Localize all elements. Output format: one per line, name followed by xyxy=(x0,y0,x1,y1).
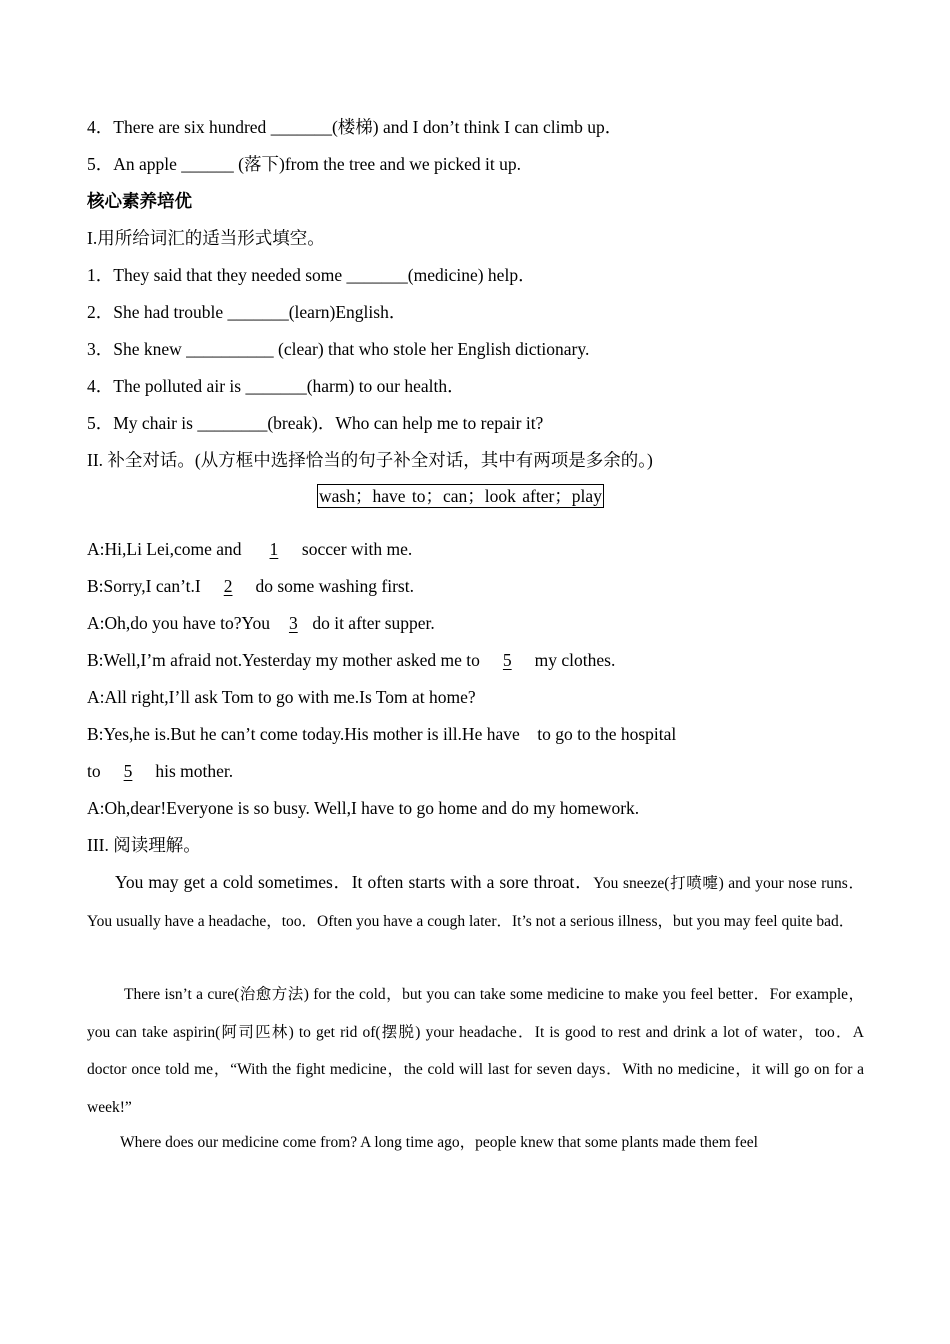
answer-blank[interactable]: _______ xyxy=(227,302,289,322)
section-heading: 核心素养培优 xyxy=(87,191,192,211)
part1-item-4: 4．The polluted air is _______(harm) to our health． xyxy=(87,376,465,396)
answer-blank[interactable]: _______ xyxy=(346,265,408,285)
part1-item-5: 5．My chair is ________(break)．Who can help me to repair it? xyxy=(87,413,544,433)
dialogue-blank[interactable]: 1 xyxy=(269,539,279,559)
dialogue-blank[interactable]: 3 xyxy=(288,613,298,633)
dialogue-line: A:Oh,dear!Everyone is so busy. Well,I have to go home and do my homework. xyxy=(87,798,640,818)
part1-item-3: 3．She knew __________ (clear) that who stole her English dictionary. xyxy=(87,339,590,359)
part1-title: I.用所给词汇的适当形式填空。 xyxy=(87,228,325,248)
part1-item-2: 2．She had trouble _______(learn)English． xyxy=(87,302,407,322)
word-box: wash；have to；can；look after；play xyxy=(319,486,602,506)
part3-title: III. 阅读理解。 xyxy=(87,835,201,855)
dialogue-line: B:Yes,he is.But he can’t come today.His mother is ill.He have to go to the hospital xyxy=(87,724,677,744)
dialogue-line: A:Hi,Li Lei,come and 1 soccer with me. xyxy=(87,539,413,559)
dialogue-line: B:Sorry,I can’t.I 2 do some washing first. xyxy=(87,576,414,596)
dialogue-line: to 5 his mother. xyxy=(87,761,234,781)
part2-title: II. 补全对话。(从方框中选择恰当的句子补全对话，其中有两项是多余的。) xyxy=(87,450,653,470)
part1-item-1: 1．They said that they needed some _______(medicine) help． xyxy=(87,265,536,285)
reading-paragraph-3: Where does our medicine come from? A long time ago，people knew that some plants made them feel xyxy=(120,1134,758,1151)
reading-paragraph-1: You may get a cold sometimes．It often starts with a sore throat．You sneeze(打喷嚏) and your nose runs．You usually have a headache，too．Often you have a cough later．It’s not a serious illness，but you may feel quite bad． xyxy=(87,872,864,930)
answer-blank[interactable]: __________ xyxy=(186,339,274,359)
dialogue-blank[interactable]: 5 xyxy=(123,761,133,781)
answer-blank[interactable]: _______ xyxy=(245,376,307,396)
answer-blank[interactable]: _______ xyxy=(270,117,332,137)
dialogue-line: A:All right,I’ll ask Tom to go with me.Is Tom at home? xyxy=(87,687,476,707)
reading-paragraph-2: There isn’t a cure(治愈方法) for the cold，but you can take some medicine to make you feel better．For example，you can take aspirin(阿司匹林) to get rid of(摆脱) your headache．It is good to rest and drink a lot of water，too．A doctor once told me，“With the fight medicine，the cold will last for seven days．With no medicine，it will go on for a week!” xyxy=(87,986,864,1116)
prev-item-5: 5．An apple ______ (落下)from the tree and we picked it up. xyxy=(87,154,521,174)
answer-blank[interactable]: ________ xyxy=(197,413,268,433)
dialogue-blank[interactable]: 2 xyxy=(223,576,233,596)
dialogue-blank[interactable]: 5 xyxy=(502,650,512,670)
dialogue-line: B:Well,I’m afraid not.Yesterday my mother asked me to 5 my clothes. xyxy=(87,650,616,670)
answer-blank[interactable]: ______ xyxy=(181,154,234,174)
prev-item-4: 4．There are six hundred _______(楼梯) and I don’t think I can climb up． xyxy=(87,117,623,137)
dialogue-line: A:Oh,do you have to?You 3 do it after supper. xyxy=(87,613,435,633)
